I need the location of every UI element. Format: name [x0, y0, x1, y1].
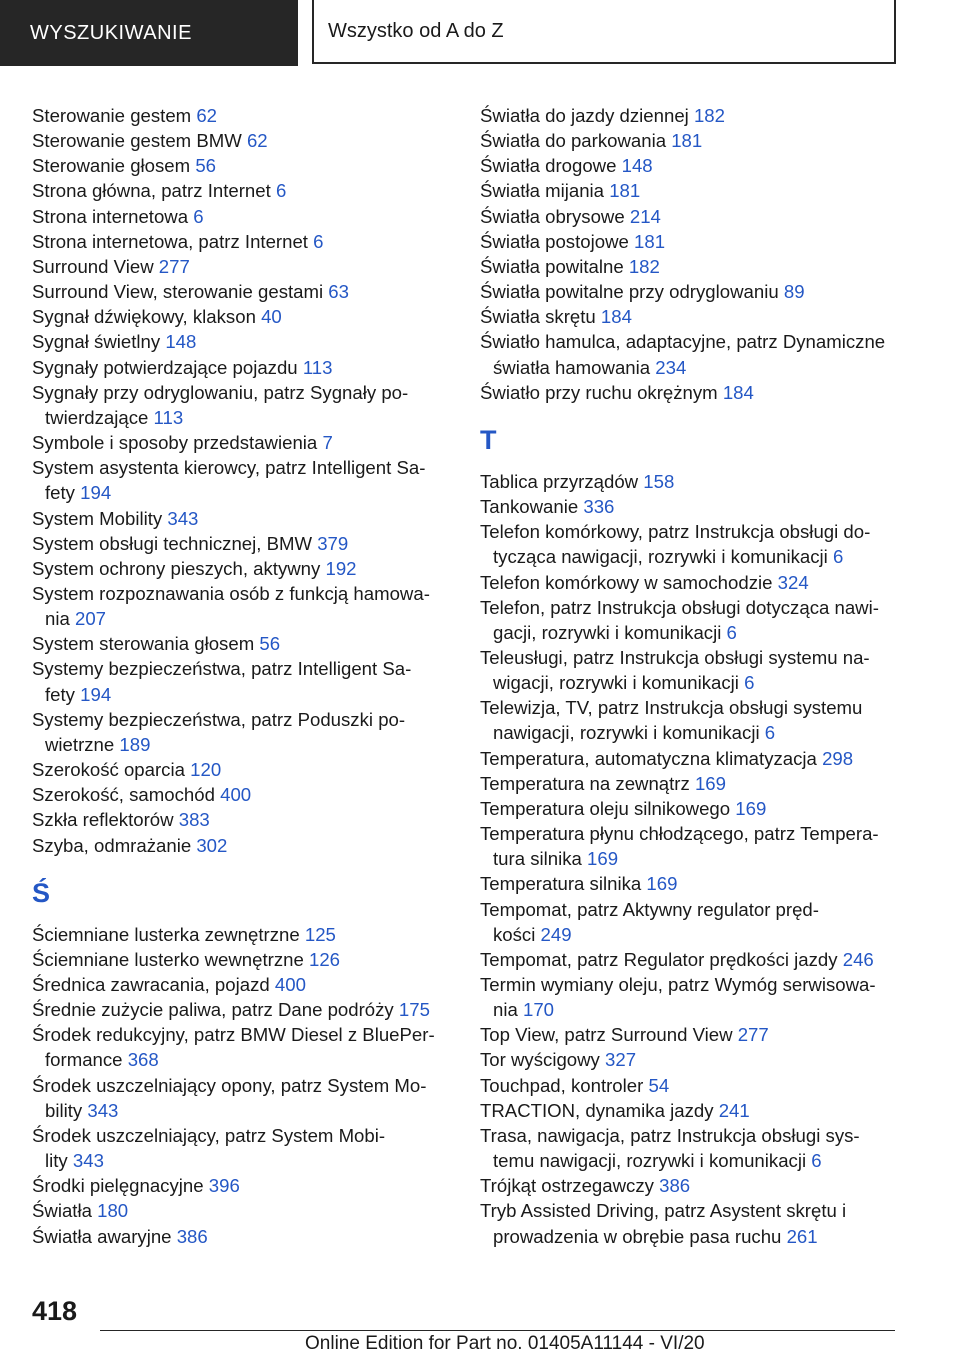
index-entry	[480, 1173, 900, 1198]
page-link[interactable]: 169	[587, 848, 619, 870]
index-letter-heading: Ś	[32, 877, 51, 908]
index-entry-text: Temperatura na zewnątrz	[480, 772, 690, 794]
index-entry	[32, 254, 452, 279]
page-link[interactable]: 386	[176, 1225, 208, 1247]
page-link[interactable]: 63	[328, 281, 349, 303]
index-entry	[480, 746, 900, 771]
index-entry-text: Środek redukcyjny, patrz BMW Diesel z BluePer-	[32, 1024, 435, 1046]
index-entry-text: Światła awaryjne	[32, 1225, 172, 1247]
index-entry-text: Telefon komórkowy, patrz Instrukcja obsługi do-	[480, 521, 871, 543]
index-entry-text: nia	[493, 999, 518, 1021]
index-entry-text: Tempomat, patrz Aktywny regulator pręd-	[480, 898, 819, 920]
index-entry-text: Światła obrysowe	[480, 205, 625, 227]
index-entry-text: gacji, rozrywki i komunikacji	[493, 621, 722, 643]
page-link[interactable]: 148	[165, 331, 197, 353]
page-link[interactable]: 182	[628, 255, 660, 277]
index-entry	[32, 380, 452, 430]
index-entry-text: Systemy bezpieczeństwa, patrz Intelligent Sa-	[32, 658, 412, 680]
index-entry-text: lity	[45, 1150, 68, 1172]
index-entry	[480, 1098, 900, 1123]
page-link[interactable]: 400	[274, 974, 306, 995]
index-entry	[32, 455, 452, 505]
page-link[interactable]: 194	[80, 482, 112, 504]
index-entry-text: Światła	[32, 1200, 92, 1222]
page-link[interactable]: 383	[178, 809, 210, 831]
page-link[interactable]: 89	[783, 281, 805, 303]
index-entry	[32, 430, 452, 455]
page-link[interactable]: 113	[302, 356, 333, 378]
page-link[interactable]: 261	[786, 1225, 818, 1247]
page-link[interactable]: 298	[822, 747, 854, 769]
page-link[interactable]: 343	[87, 1099, 119, 1121]
index-entry	[32, 153, 452, 178]
index-entry-text: Temperatura oleju silnikowego	[480, 797, 731, 819]
index-entry-text: Temperatura płynu chłodzącego, patrz Tempera-	[480, 823, 879, 845]
index-entry-text: Tempomat, patrz Regulator prędkości jazdy	[480, 948, 838, 970]
index-entry-text: Średnica zawracania, pojazd	[32, 974, 270, 995]
index-entry	[32, 329, 452, 354]
index-entry-text: prowadzenia w obrębie pasa ruchu	[493, 1225, 782, 1247]
page-link[interactable]: 184	[722, 381, 754, 403]
index-entry-text: nawigacji, rozrywki i komunikacji	[493, 722, 760, 744]
page-link[interactable]: 126	[308, 948, 341, 970]
index-entry	[480, 570, 900, 595]
index-entry-text: System ochrony pieszych, aktywny	[32, 557, 321, 579]
index-entry-text: formance	[45, 1049, 123, 1071]
index-entry-text: Top View, patrz Surround View	[480, 1024, 733, 1046]
page-link[interactable]: 207	[75, 608, 107, 630]
page-link[interactable]: 62	[246, 130, 268, 152]
index-entry	[480, 329, 900, 379]
index-entry-text: Trójkąt ostrzegawczy	[480, 1175, 654, 1197]
index-entry-text: Termin wymiany oleju, patrz Wymóg serwisowa-	[480, 974, 876, 995]
index-entry	[32, 1198, 452, 1223]
index-entry	[32, 531, 452, 556]
footer-edition: Online Edition for Part no. 01405A11144 - VI/20	[305, 1333, 705, 1354]
index-entry	[32, 833, 452, 858]
page-link[interactable]: 6	[832, 546, 844, 568]
page-link[interactable]: 181	[634, 230, 666, 252]
index-entry	[32, 757, 452, 782]
index-column-right	[480, 103, 900, 1249]
index-entry	[32, 1073, 452, 1123]
index-entry	[32, 997, 452, 1022]
index-entry-text: Tankowanie	[480, 496, 579, 518]
index-entry	[480, 380, 900, 405]
index-entry	[480, 595, 900, 645]
page-link[interactable]: 241	[718, 1099, 750, 1121]
index-entry-text: wigacji, rozrywki i komunikacji	[493, 672, 739, 694]
index-entry	[32, 304, 452, 329]
page-link[interactable]: 192	[325, 557, 357, 579]
index-entry-text: temu nawigacji, rozrywki i komunikacji	[493, 1150, 807, 1172]
index-entry-text: System obsługi technicznej, BMW	[32, 532, 313, 554]
index-entry-text: Szerokość oparcia	[32, 759, 185, 781]
index-entry-text: Sygnały potwierdzające pojazdu	[32, 356, 298, 378]
index-entry-text: Tor wyścigowy	[480, 1049, 600, 1071]
index-entry-text: Sterowanie gestem BMW	[32, 130, 242, 152]
index-entry-text: System sterowania głosem	[32, 633, 255, 655]
index-entry-text: Touchpad, kontroler	[480, 1074, 644, 1096]
index-entry	[32, 204, 452, 229]
page-link[interactable]: 277	[737, 1024, 769, 1046]
section-title: Wszystko od A do Z	[312, 0, 896, 64]
index-entry-text: twierdzające	[45, 406, 149, 428]
index-entry-text: Światła powitalne przy odryglowaniu	[480, 281, 779, 303]
page-number: 418	[32, 1296, 78, 1326]
index-column-left	[32, 103, 452, 1249]
index-entry-text: Telewizja, TV, patrz Instrukcja obsługi systemu	[480, 697, 863, 719]
page-link[interactable]: 249	[540, 923, 572, 945]
index-entry-text: Surround View	[32, 255, 154, 277]
index-entry-text: Szyba, odmrażanie	[32, 834, 192, 856]
page-link[interactable]: 343	[72, 1150, 104, 1172]
index-entry	[480, 1022, 900, 1047]
index-entry-text: Światła drogowe	[480, 155, 617, 177]
index-entry-text: Strona główna, patrz Internet	[32, 180, 271, 202]
page-link[interactable]: 400	[220, 784, 252, 806]
page-link[interactable]: 170	[523, 999, 555, 1021]
index-entry	[480, 947, 900, 972]
page-link[interactable]: 234	[655, 356, 687, 378]
page-link[interactable]: 6	[811, 1150, 822, 1172]
page-link[interactable]: 386	[659, 1175, 691, 1197]
index-entry-text: Sterowanie gestem	[32, 105, 192, 126]
index-entry	[32, 556, 452, 581]
index-entry	[480, 279, 900, 304]
index-entry-text: Sygnały przy odryglowaniu, patrz Sygnały po-	[32, 381, 409, 403]
index-entry-text: Telefon komórkowy w samochodzie	[480, 571, 773, 593]
index-entry	[32, 947, 452, 972]
index-entry-text: Światła do jazdy dziennej	[480, 105, 689, 126]
page-link[interactable]: 180	[97, 1200, 129, 1222]
page-link[interactable]: 169	[694, 772, 726, 794]
page-link[interactable]: 120	[190, 759, 222, 781]
index-entry	[480, 771, 900, 796]
index-entry-text: Światła do parkowania	[480, 130, 667, 152]
index-entry-text: fety	[45, 482, 75, 504]
index-entry	[32, 1173, 452, 1198]
index-entry-text: wietrzne	[45, 733, 115, 755]
index-entry	[480, 871, 900, 896]
index-entry	[480, 469, 900, 494]
index-entry-text: Światła powitalne	[480, 255, 624, 277]
index-entry-text: Teleusługi, patrz Instrukcja obsługi systemu na-	[480, 646, 870, 668]
index-entry	[32, 128, 452, 153]
index-entry	[32, 1022, 452, 1072]
index-entry	[480, 821, 900, 871]
page-link[interactable]: 181	[671, 130, 703, 152]
index-entry-text: Systemy bezpieczeństwa, patrz Poduszki po-	[32, 708, 406, 730]
index-entry-text: Światła postojowe	[480, 230, 629, 252]
page-link[interactable]: 181	[609, 180, 641, 202]
index-entry	[480, 103, 900, 128]
index-entry-text: bility	[45, 1099, 83, 1121]
page-link[interactable]: 40	[261, 306, 282, 328]
index-entry	[480, 1198, 900, 1248]
page-link[interactable]: 302	[196, 834, 228, 856]
index-entry	[32, 922, 452, 947]
index-entry-text: Środek uszczelniający, patrz System Mobi-	[32, 1124, 386, 1146]
index-entry-text: Środki pielęgnacyjne	[32, 1175, 204, 1197]
index-entry-text: tura silnika	[493, 848, 582, 870]
index-entry	[32, 103, 452, 128]
page-link[interactable]: 343	[167, 507, 199, 529]
index-entry-text: System asystenta kierowcy, patrz Intelligent Sa-	[32, 457, 426, 479]
page-link[interactable]: 324	[777, 571, 809, 593]
index-entry-text: Sterowanie głosem	[32, 155, 191, 177]
page-link[interactable]: 113	[153, 406, 184, 428]
index-entry-text: Światło hamulca, adaptacyjne, patrz Dynamiczne	[480, 331, 886, 353]
index-entry	[32, 707, 452, 757]
index-entry-text: Strona internetowa, patrz Internet	[32, 230, 308, 252]
page-link[interactable]: 277	[158, 255, 190, 277]
page-link[interactable]: 148	[621, 155, 653, 177]
index-entry-text: światła hamowania	[493, 356, 651, 378]
index-entry	[32, 178, 452, 203]
index-entry-text: Strona internetowa	[32, 205, 189, 227]
page-link[interactable]: 214	[629, 205, 661, 227]
index-entry	[480, 153, 900, 178]
index-entry	[32, 506, 452, 531]
index-entry-text: Światła mijania	[480, 180, 605, 202]
index-entry-text: Telefon, patrz Instrukcja obsługi dotycząca nawi-	[480, 596, 879, 618]
index-entry	[32, 972, 452, 997]
page-link[interactable]: 396	[208, 1175, 240, 1197]
index-entry-text: Tryb Assisted Driving, patrz Asystent skrętu i	[480, 1200, 847, 1222]
index-entry-text: System rozpoznawania osób z funkcją hamowa-	[32, 582, 430, 604]
index-entry-text: kości	[493, 923, 536, 945]
index-entry-text: Symbole i sposoby przedstawienia	[32, 432, 318, 454]
page-link[interactable]: 368	[127, 1049, 159, 1071]
index-entry-text: Szerokość, samochód	[32, 784, 215, 806]
index-entry	[480, 972, 900, 1022]
index-entry-text: Sygnał świetlny	[32, 331, 161, 353]
index-entry	[32, 1224, 452, 1249]
page-link[interactable]: 125	[304, 923, 336, 945]
page-link[interactable]: 175	[398, 999, 430, 1021]
index-entry-text: Szkła reflektorów	[32, 809, 174, 831]
index-entry-text: System Mobility	[32, 507, 163, 529]
index-entry	[32, 1123, 452, 1173]
index-entry	[32, 807, 452, 832]
index-entry-text: Trasa, nawigacja, patrz Instrukcja obsługi sys-	[480, 1124, 860, 1146]
index-entry-text: Temperatura, automatyczna klimatyzacja	[480, 747, 817, 769]
page-link[interactable]: 182	[693, 105, 725, 126]
index-entry	[32, 631, 452, 656]
index-entry-text: tycząca nawigacji, rozrywki i komunikacji	[493, 546, 828, 568]
page-link[interactable]: 6	[744, 672, 755, 694]
page-link[interactable]: 56	[195, 155, 216, 177]
index-entry	[480, 695, 900, 745]
index-entry-text: Średnie zużycie paliwa, patrz Dane podróży	[32, 999, 394, 1021]
page-link[interactable]: 327	[605, 1049, 637, 1071]
index-entry-text: nia	[45, 608, 70, 630]
index-entry-text: fety	[45, 683, 75, 705]
index-entry	[480, 304, 900, 329]
section-tab: WYSZUKIWANIE	[0, 0, 298, 66]
index-entry-text: Tablica przyrządów	[480, 470, 639, 492]
index-entry-text: Ściemniane lusterka zewnętrzne	[32, 923, 300, 945]
index-entry-text: Surround View, sterowanie gestami	[32, 281, 324, 303]
page-link[interactable]: 184	[600, 306, 632, 328]
index-entry	[480, 178, 900, 203]
index-entry	[480, 254, 900, 279]
index-entry	[480, 128, 900, 153]
index-entry	[480, 796, 900, 821]
page-link[interactable]: 6	[275, 180, 287, 202]
page-link[interactable]: 246	[842, 948, 874, 970]
index-entry	[32, 782, 452, 807]
index-entry	[480, 204, 900, 229]
index-entry	[480, 519, 900, 569]
page-link[interactable]: 54	[648, 1074, 670, 1096]
page-link[interactable]: 56	[259, 633, 281, 655]
index-entry-text: TRACTION, dynamika jazdy	[480, 1099, 714, 1121]
page-link[interactable]: 194	[80, 683, 112, 705]
page-link[interactable]: 379	[317, 532, 349, 554]
index-entry	[32, 656, 452, 706]
footer-divider	[100, 1330, 895, 1331]
page-link[interactable]: 6	[313, 230, 324, 252]
index-entry	[32, 581, 452, 631]
page-link[interactable]: 189	[119, 733, 151, 755]
index-entry	[480, 1073, 900, 1098]
page-link[interactable]: 62	[196, 105, 218, 126]
page-link[interactable]: 169	[646, 873, 678, 895]
index-entry	[32, 355, 452, 380]
index-entry	[32, 229, 452, 254]
index-entry	[480, 897, 900, 947]
page-link[interactable]: 6	[726, 621, 737, 643]
index-entry	[480, 1123, 900, 1173]
index-entry	[480, 229, 900, 254]
page-link[interactable]: 336	[583, 496, 615, 518]
index-entry-text: Światło przy ruchu okrężnym	[480, 381, 718, 403]
index-entry	[480, 645, 900, 695]
page-link[interactable]: 6	[764, 722, 776, 744]
index-entry-text: Sygnał dźwiękowy, klakson	[32, 306, 256, 328]
page-link[interactable]: 6	[193, 205, 204, 227]
index-letter-heading: T	[480, 424, 497, 455]
index-entry-text: Światła skrętu	[480, 306, 596, 328]
index-entry	[480, 494, 900, 519]
index-entry-text: Ściemniane lusterko wewnętrzne	[32, 948, 304, 970]
index-entry-text: Środek uszczelniający opony, patrz System Mo-	[32, 1074, 427, 1096]
index-entry-text: Temperatura silnika	[480, 873, 642, 895]
index-entry	[480, 1047, 900, 1072]
index-entry	[32, 279, 452, 304]
page-header	[0, 0, 960, 66]
page-link[interactable]: 158	[643, 470, 675, 492]
page-link[interactable]: 169	[735, 797, 767, 819]
page-link[interactable]: 7	[322, 432, 333, 454]
